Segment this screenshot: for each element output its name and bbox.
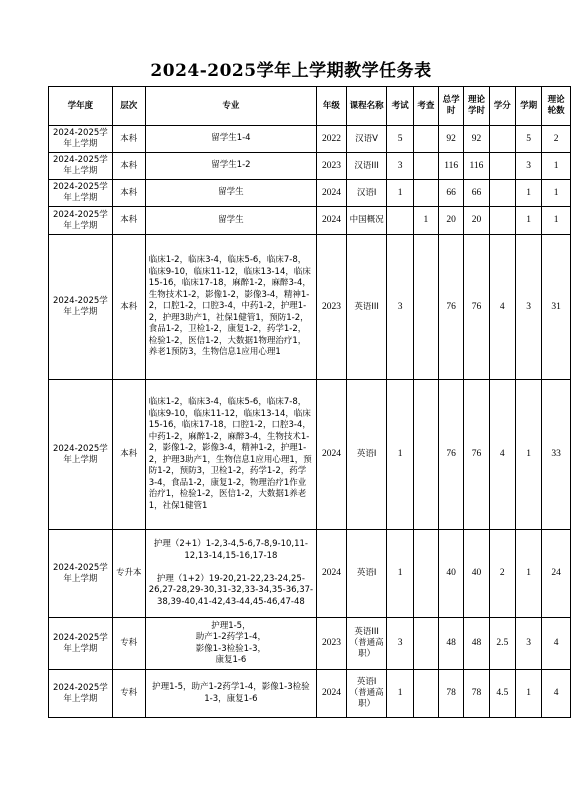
table-row bbox=[49, 235, 571, 380]
cell-total-hours: 40 bbox=[439, 530, 464, 618]
cell-course: 英语I bbox=[346, 530, 387, 618]
page-title: 2024-2025学年上学期教学任务表 bbox=[150, 61, 432, 81]
cell-level: 专科 bbox=[112, 670, 145, 718]
cell-major: 留学生1-4 bbox=[145, 126, 316, 153]
cell-theory-hours: 20 bbox=[464, 207, 489, 235]
cell-check bbox=[413, 618, 438, 670]
table-row bbox=[49, 207, 571, 235]
cell-level: 专升本 bbox=[112, 530, 145, 618]
cell-check bbox=[413, 153, 438, 180]
cell-exam: 1 bbox=[387, 180, 413, 207]
cell-major: 留学生 bbox=[145, 207, 316, 235]
cell-exam: 3 bbox=[387, 618, 413, 670]
cell-theory-rounds: 1 bbox=[542, 153, 571, 180]
cell-theory-rounds: 2 bbox=[542, 126, 571, 153]
header-credit: 学分 bbox=[489, 87, 515, 126]
cell-theory-rounds: 1 bbox=[542, 180, 571, 207]
cell-level: 本科 bbox=[112, 126, 145, 153]
cell-grade: 2024 bbox=[317, 207, 347, 235]
cell-theory-hours: 116 bbox=[464, 153, 489, 180]
header-row bbox=[49, 87, 571, 126]
header-exam: 考试 bbox=[387, 87, 413, 126]
cell-weeks: 3 bbox=[515, 618, 541, 670]
cell-major: 护理（2+1）1-2,3-4,5-6,7-8,9-10,11-12,13-14,15-16,17-18 护理（1+2）19-20,21-22,23-24,25-26,27-28,29-30,31-32,33-34,35-36,37-38,39-40,41-42,43-44,45-46,47-48 bbox=[145, 530, 316, 618]
cell-major: 临床1-2，临床3-4，临床5-6，临床7-8，临床9-10，临床11-12，临床13-14，临床15-16，临床17-18，麻醉1-2，麻醉3-4，生物技术1-2，影像1-2，影像3-4，精神1-2，口腔1-2，口腔3-4，中药1-2，护理1-2，护理3助产1，社保1健管1，预防1-2，食品1-2，卫检1-2，康复1-2，药学1-2，检验1-2，医信1-2，大数据1物理治疗1，养老1预防3，生物信息1应用心理1 bbox=[145, 235, 316, 380]
cell-theory-hours: 40 bbox=[464, 530, 489, 618]
cell-theory-rounds: 4 bbox=[542, 670, 571, 718]
cell-weeks: 1 bbox=[515, 530, 541, 618]
header-term: 学年度 bbox=[49, 87, 113, 126]
cell-course: 英语III（普通高职） bbox=[346, 618, 387, 670]
cell-total-hours: 92 bbox=[439, 126, 464, 153]
cell-total-hours: 20 bbox=[439, 207, 464, 235]
cell-major: 护理1-5， 助产1-2药学1-4， 影像1-3检验1-3， 康复1-6 bbox=[145, 618, 316, 670]
teaching-task-table bbox=[48, 86, 571, 718]
cell-exam: 3 bbox=[387, 235, 413, 380]
cell-weeks: 5 bbox=[515, 126, 541, 153]
cell-check bbox=[413, 380, 438, 530]
cell-major: 留学生 bbox=[145, 180, 316, 207]
cell-grade: 2023 bbox=[317, 235, 347, 380]
cell-term: 2024-2025学年上学期 bbox=[49, 235, 113, 380]
cell-credit: 2.5 bbox=[489, 618, 515, 670]
header-theory-hours: 理论学时 bbox=[464, 87, 489, 126]
header-weeks: 学期 bbox=[515, 87, 541, 126]
cell-credit: 4.5 bbox=[489, 670, 515, 718]
cell-exam: 1 bbox=[387, 670, 413, 718]
cell-term: 2024-2025学年上学期 bbox=[49, 126, 113, 153]
table-row bbox=[49, 180, 571, 207]
table-row bbox=[49, 153, 571, 180]
cell-total-hours: 48 bbox=[439, 618, 464, 670]
cell-exam: 1 bbox=[387, 530, 413, 618]
cell-credit bbox=[489, 126, 515, 153]
cell-theory-hours: 92 bbox=[464, 126, 489, 153]
header-level: 层次 bbox=[112, 87, 145, 126]
cell-term: 2024-2025学年上学期 bbox=[49, 207, 113, 235]
cell-grade: 2024 bbox=[317, 180, 347, 207]
cell-weeks: 1 bbox=[515, 207, 541, 235]
cell-weeks: 1 bbox=[515, 670, 541, 718]
table-row bbox=[49, 530, 571, 618]
cell-course: 英语I bbox=[346, 380, 387, 530]
cell-course: 中国概况 bbox=[346, 207, 387, 235]
cell-exam: 1 bbox=[387, 380, 413, 530]
cell-term: 2024-2025学年上学期 bbox=[49, 180, 113, 207]
cell-weeks: 1 bbox=[515, 380, 541, 530]
cell-term: 2024-2025学年上学期 bbox=[49, 380, 113, 530]
cell-total-hours: 76 bbox=[439, 235, 464, 380]
cell-level: 专科 bbox=[112, 618, 145, 670]
cell-level: 本科 bbox=[112, 153, 145, 180]
cell-check bbox=[413, 670, 438, 718]
cell-theory-hours: 78 bbox=[464, 670, 489, 718]
cell-course: 汉语V bbox=[346, 126, 387, 153]
header-grade: 年级 bbox=[317, 87, 347, 126]
cell-term: 2024-2025学年上学期 bbox=[49, 670, 113, 718]
cell-level: 本科 bbox=[112, 235, 145, 380]
cell-exam bbox=[387, 207, 413, 235]
table-row bbox=[49, 126, 571, 153]
cell-total-hours: 66 bbox=[439, 180, 464, 207]
cell-grade: 2024 bbox=[317, 530, 347, 618]
cell-theory-rounds: 33 bbox=[542, 380, 571, 530]
cell-major: 临床1-2，临床3-4，临床5-6，临床7-8，临床9-10，临床11-12，临床13-14，临床15-16，临床17-18，口腔1-2，口腔3-4，中药1-2，麻醉1-2，麻醉3-4，生物技术1-2，影像1-2，影像3-4，精神1-2，护理1-2，护理3助产1，生物信息1应用心理1，预防1-2，预防3，卫检1-2，药学1-2，药学3-4，食品1-2，康复1-2，物理治疗1作业治疗1，检验1-2，医信1-2，大数据1养老1，社保1健管1 bbox=[145, 380, 316, 530]
cell-theory-rounds: 4 bbox=[542, 618, 571, 670]
cell-theory-hours: 76 bbox=[464, 380, 489, 530]
cell-weeks: 3 bbox=[515, 235, 541, 380]
cell-level: 本科 bbox=[112, 207, 145, 235]
cell-term: 2024-2025学年上学期 bbox=[49, 153, 113, 180]
cell-exam: 5 bbox=[387, 126, 413, 153]
cell-theory-rounds: 1 bbox=[542, 207, 571, 235]
cell-term: 2024-2025学年上学期 bbox=[49, 530, 113, 618]
cell-grade: 2023 bbox=[317, 618, 347, 670]
cell-course: 汉语I bbox=[346, 180, 387, 207]
cell-theory-hours: 66 bbox=[464, 180, 489, 207]
cell-weeks: 3 bbox=[515, 153, 541, 180]
cell-theory-hours: 76 bbox=[464, 235, 489, 380]
cell-course: 英语I（普通高职） bbox=[346, 670, 387, 718]
cell-grade: 2024 bbox=[317, 380, 347, 530]
cell-credit bbox=[489, 207, 515, 235]
cell-weeks: 1 bbox=[515, 180, 541, 207]
header-major: 专业 bbox=[145, 87, 316, 126]
cell-theory-rounds: 31 bbox=[542, 235, 571, 380]
cell-major: 护理1-5，助产1-2药学1-4，影像1-3检验1-3，康复1-6 bbox=[145, 670, 316, 718]
cell-theory-hours: 48 bbox=[464, 618, 489, 670]
header-total-hours: 总学时 bbox=[439, 87, 464, 126]
header-theory-rounds: 理论轮数 bbox=[542, 87, 571, 126]
cell-grade: 2022 bbox=[317, 126, 347, 153]
cell-grade: 2023 bbox=[317, 153, 347, 180]
cell-level: 本科 bbox=[112, 380, 145, 530]
table-row bbox=[49, 670, 571, 718]
table-row bbox=[49, 380, 571, 530]
cell-credit: 4 bbox=[489, 380, 515, 530]
cell-check bbox=[413, 530, 438, 618]
cell-credit bbox=[489, 153, 515, 180]
cell-credit bbox=[489, 180, 515, 207]
cell-level: 本科 bbox=[112, 180, 145, 207]
cell-total-hours: 76 bbox=[439, 380, 464, 530]
cell-credit: 4 bbox=[489, 235, 515, 380]
cell-theory-rounds: 24 bbox=[542, 530, 571, 618]
cell-check bbox=[413, 235, 438, 380]
header-check: 考查 bbox=[413, 87, 438, 126]
cell-check: 1 bbox=[413, 207, 438, 235]
cell-check bbox=[413, 126, 438, 153]
cell-major: 留学生1-2 bbox=[145, 153, 316, 180]
cell-exam: 3 bbox=[387, 153, 413, 180]
cell-total-hours: 116 bbox=[439, 153, 464, 180]
cell-term: 2024-2025学年上学期 bbox=[49, 618, 113, 670]
cell-grade: 2024 bbox=[317, 670, 347, 718]
cell-credit: 2 bbox=[489, 530, 515, 618]
header-course: 课程名称 bbox=[346, 87, 387, 126]
cell-check bbox=[413, 180, 438, 207]
cell-course: 英语III bbox=[346, 235, 387, 380]
table-row bbox=[49, 618, 571, 670]
cell-total-hours: 78 bbox=[439, 670, 464, 718]
cell-course: 汉语III bbox=[346, 153, 387, 180]
